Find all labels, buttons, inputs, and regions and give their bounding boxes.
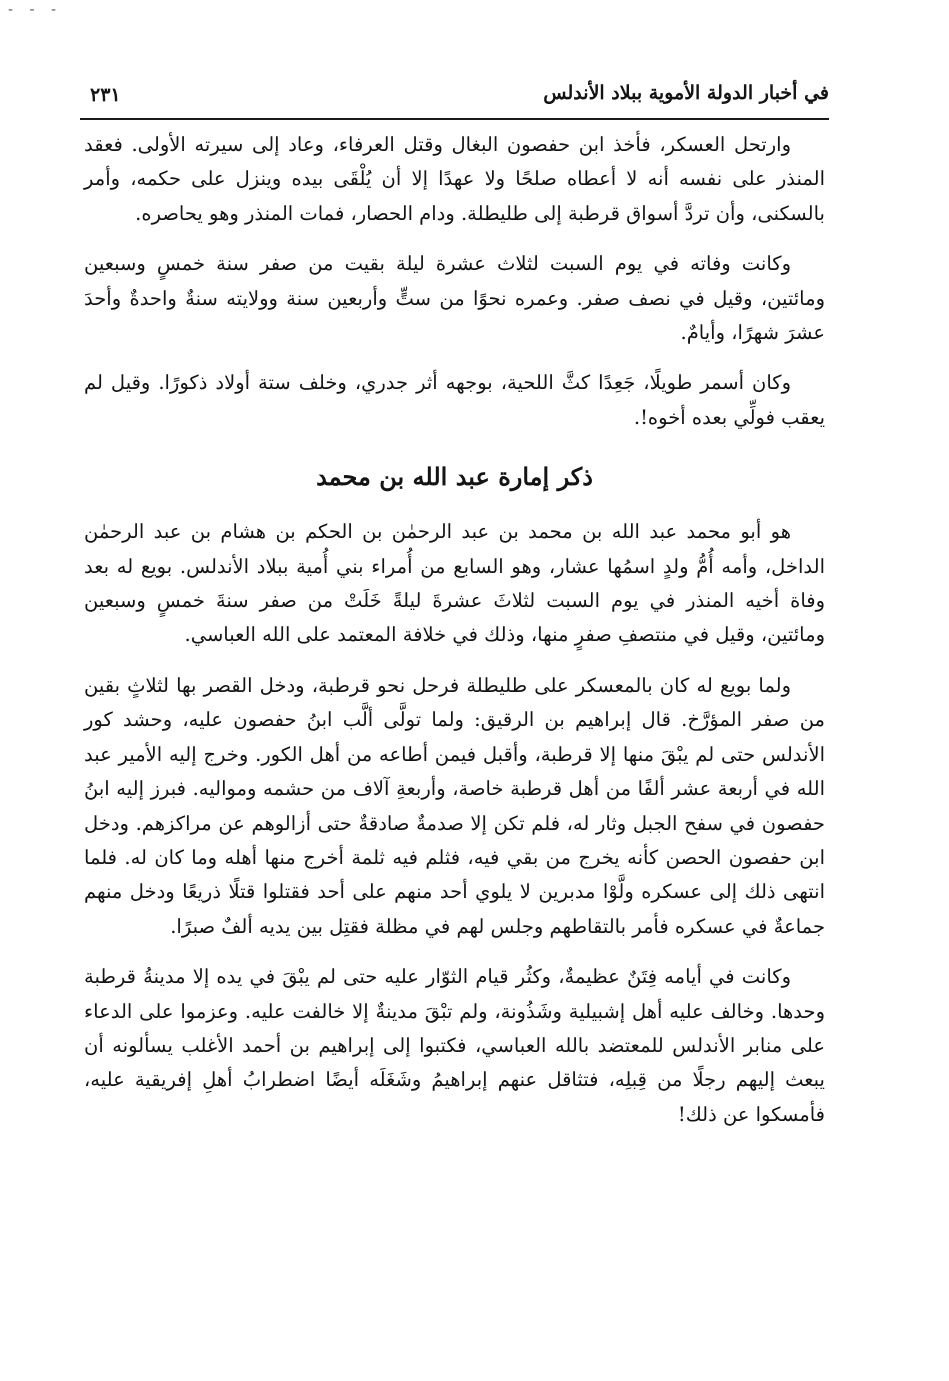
page-body — [84, 128, 825, 1148]
paragraph-6: وكانت في أيامه فِتَنٌ عظيمةٌ، وكثُر قيام الثوّار عليه حتى لم يبْقَ في يده إلا مدينةُ قرطبة وحدها. وخالف عليه أهل إشبيلية وشَذُونة، ولم تبْقَ مدينةٌ إلا خالفت عليه. وعزموا على الدعاء على منابر الأندلس للمعتضد بالله العباسي، فكتبوا إلى إبراهيم بن أحمد الأغلب يسألونه أن يبعث إليهم رجلًا من قِبلِه، فتثاقل عنهم إبراهيمُ وشَغَلَه أيضًا اضطرابُ أهلِ إفريقية عليه، فأمسكوا عن ذلك! — [84, 965, 825, 1126]
paragraph-4: هو أبو محمد عبد الله بن محمد بن عبد الرحمٰن بن الحكم بن هشام بن عبد الرحمٰن الداخل، وأمه أُمُّ ولدٍ اسمُها عشار، وهو السابع من أُمراء بني أُمية ببلاد الأندلس. بويع له بعد وفاة أخيه المنذر في يوم السبت لثلاثَ عشرةَ ليلةً خَلَتْ من صفر سنةَ خمسٍ وسبعين ومائتين، وقيل في منتصفِ صفرٍ منها، وذلك في خلافة المعتمد على الله العباسي. — [84, 520, 825, 647]
running-title: في أخبار الدولة الأموية ببلاد الأندلس — [543, 82, 829, 104]
paragraph-3: وكان أسمر طويلًا، جَعِدًا كثَّ اللحية، بوجهه أثر جدري، وخلف ستة أولاد ذكورًا. وقيل لم يعقب فولِّي بعده أخوه!. — [84, 371, 825, 429]
paragraph-5: ولما بويع له كان بالمعسكر على طليطلة فرحل نحو قرطبة، ودخل القصر بها لثلاثٍ بقين من صفر المؤرَّخ. قال إبراهيم بن الرقيق: ولما تولَّى ألَّب ابنُ حفصون عليه، وحشد كور الأندلس حتى لم يبْقَ منها إلا قرطبة، وأقبل فيمن أطاعه من أهل الكور. وخرج إليه الأمير عبد الله في أربعة عشر ألفًا من أهل قرطبة خاصة، وأربعةِ آلاف من حشمه ومواليه. فبرز إليه ابنُ حفصون في سفح الجبل وثار له، فلم تكن إلا صدمةٌ صادقةٌ حتى أزالوهم عن مراكزهم. ودخل ابن حفصون الحصن كأنه يخرج من بقي فيه، فثلم فيه ثلمة أخرج منها أهله وما كان له. فلما انتهى ذلك إلى عسكره ولَّوْا مدبرين لا يلوي أحد منهم على أحد فقتلوا قتلًا ذريعًا ودخل منهم جماعةٌ في عسكره فأمر بالتقاطهم وجلس لهم في مظلة فقتِل بين يديه ألفٌ صبرًا. — [84, 673, 825, 938]
scan-corner-marks: - - - — [8, 2, 63, 18]
header-rule — [80, 118, 829, 120]
paragraph-2: وكانت وفاته في يوم السبت لثلاث عشرة ليلة بقيت من صفر سنة خمسٍ وسبعين ومائتين، وقيل في نصف صفر. وعمره نحوًا من ستٍّ وأربعين سنة وولايته سنةٌ واحدةٌ وأحدَ عشرَ شهرًا، وأيامٌ. — [84, 252, 825, 345]
page-header — [80, 82, 829, 122]
paragraph-1: وارتحل العسكر، فأخذ ابن حفصون البغال وقتل العرفاء، وعاد إلى سيرته الأولى. فعقد المنذر على نفسه أنه لا أعطاه صلحًا ولا عهدًا إلا أن يُلْقَى بيده وينزل على حكمه، وأمر بالسكنى، وأن تردَّ أسواق قرطبة إلى طليطلة. ودام الحصار، فمات المنذر وهو يحاصره. — [84, 133, 825, 225]
page-number: ٢٣١ — [90, 84, 121, 106]
section-heading: ذكر إمارة عبد الله بن محمد — [316, 462, 593, 492]
